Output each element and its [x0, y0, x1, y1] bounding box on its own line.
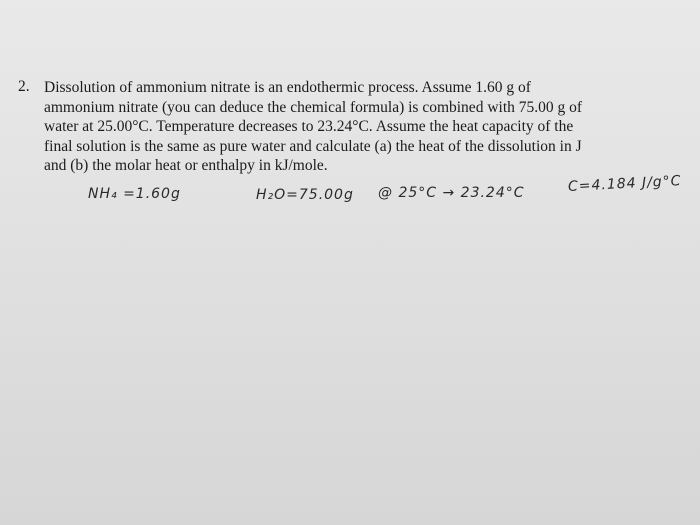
problem-line-2: ammonium nitrate (you can deduce the chemical formula) is combined with 75.00 g of	[44, 98, 583, 116]
handwritten-temperature-change: @ 25°C → 23.24°C	[378, 185, 525, 201]
problem-line-5: and (b) the molar heat or enthalpy in kJ/mole.	[44, 157, 328, 174]
problem-number: 2.	[18, 78, 30, 95]
problem-statement	[44, 78, 644, 176]
problem-line-4: final solution is the same as pure water and calculate (a) the heat of the dissolution in J	[44, 137, 582, 155]
problem-line-3: water at 25.00°C. Temperature decreases to 23.24°C. Assume the heat capacity of the	[44, 118, 574, 135]
handwritten-mass-ammonium: NH₄ =1.60g	[88, 186, 181, 202]
handwritten-specific-heat: C=4.184 J/g°C	[567, 173, 682, 195]
handwritten-mass-water: H₂O=75.00g	[256, 187, 354, 203]
problem-line-1: Dissolution of ammonium nitrate is an endothermic process. Assume 1.60 g of	[44, 79, 531, 96]
